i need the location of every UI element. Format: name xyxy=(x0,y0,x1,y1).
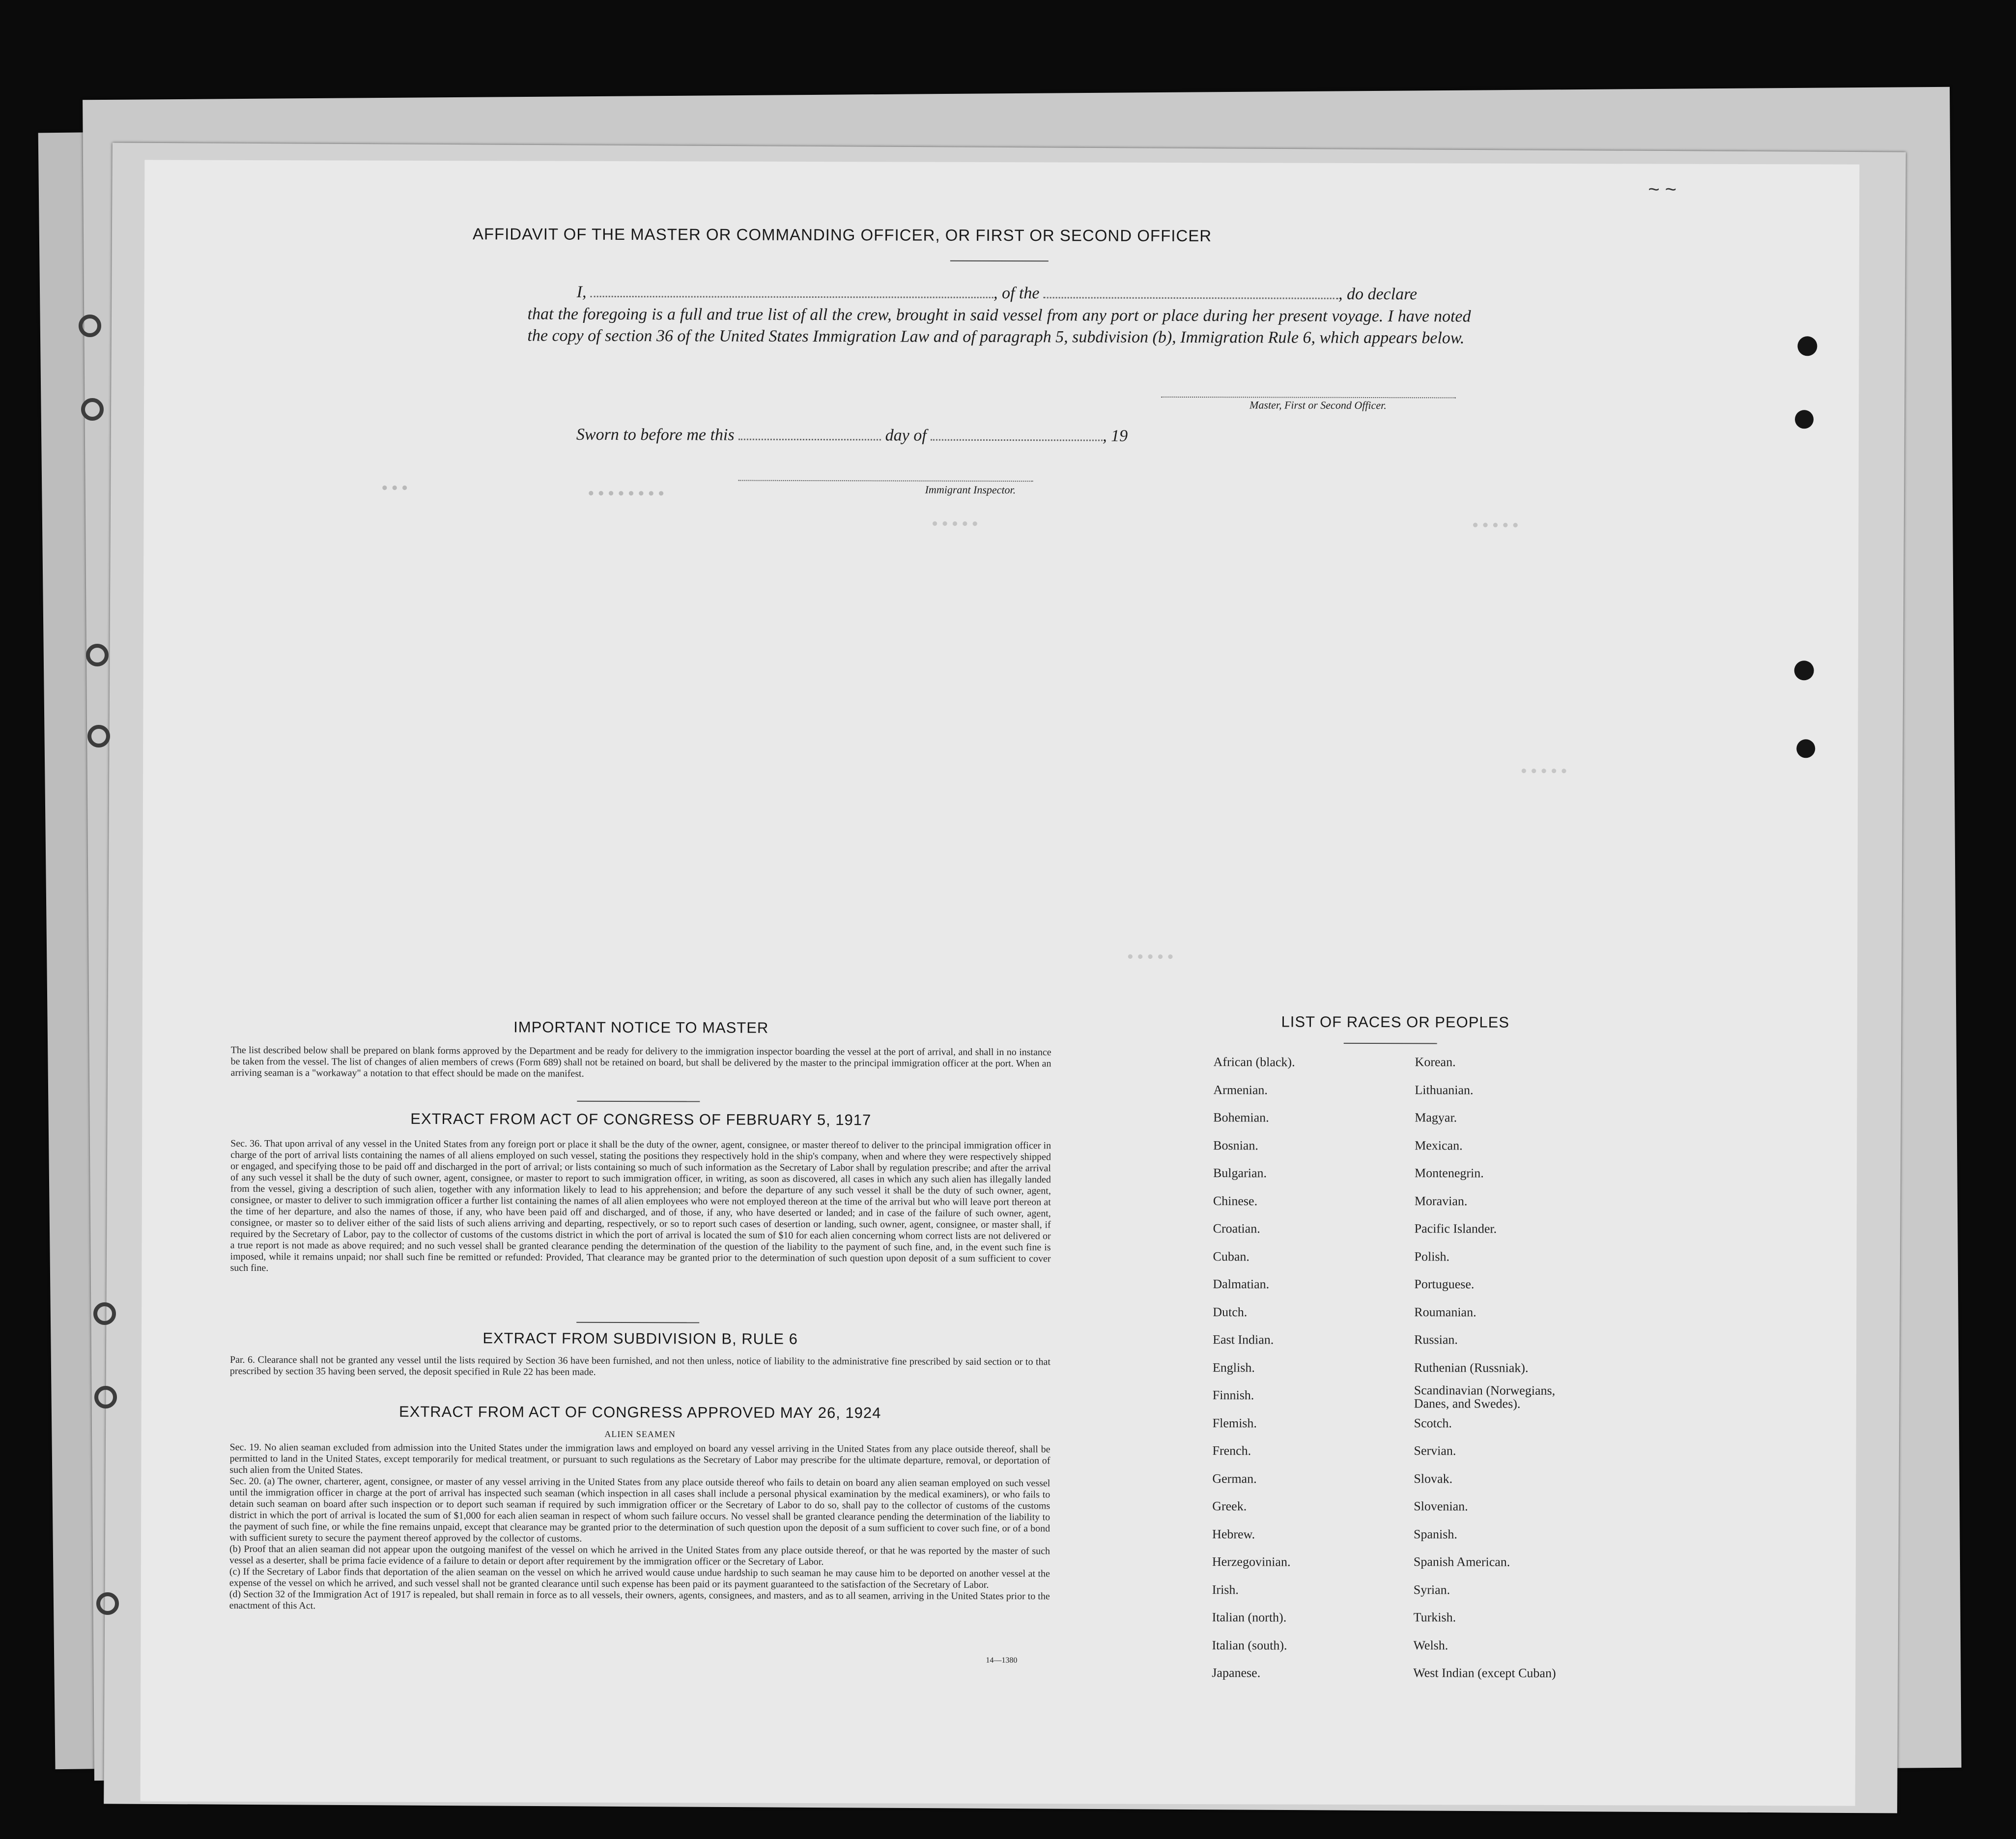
extract-1917-title: EXTRACT FROM ACT OF CONGRESS OF FEBRUARY 5, 1917 xyxy=(410,1110,872,1129)
race-item: Mexican. xyxy=(1415,1138,1463,1152)
race-item: Scandinavian (Norwegians, Danes, and Swedes). xyxy=(1414,1383,1556,1411)
race-item: Bosnian. xyxy=(1213,1138,1258,1152)
race-item: Spanish. xyxy=(1414,1526,1457,1541)
race-item: African (black). xyxy=(1213,1055,1295,1069)
race-item: Croatian. xyxy=(1213,1221,1260,1236)
race-item: Japanese. xyxy=(1212,1666,1261,1680)
inspector-signature-line[interactable] xyxy=(738,480,1033,482)
race-item: Finnish. xyxy=(1212,1388,1254,1403)
form-number: 14—1380 xyxy=(986,1656,1018,1665)
affidavit-title: AFFIDAVIT OF THE MASTER OR COMMANDING OFFICER, OR FIRST OR SECOND OFFICER xyxy=(472,225,1212,245)
race-item: Spanish American. xyxy=(1413,1554,1510,1569)
race-item: Dalmatian. xyxy=(1213,1277,1270,1292)
race-item: Welsh. xyxy=(1413,1638,1448,1652)
sworn-line xyxy=(576,424,1289,448)
race-item: East Indian. xyxy=(1213,1332,1274,1347)
race-item: Portuguese. xyxy=(1414,1277,1475,1292)
race-item: Bohemian. xyxy=(1213,1110,1269,1125)
race-item: Chinese. xyxy=(1213,1193,1258,1208)
extract-1924-body xyxy=(229,1442,1051,1613)
sworn-month-field[interactable] xyxy=(931,439,1103,441)
binder-hole xyxy=(81,398,104,421)
vessel-name-field[interactable] xyxy=(1044,297,1338,299)
race-item: Slovenian. xyxy=(1414,1499,1468,1514)
inspector-label: Immigrant Inspector. xyxy=(925,483,1016,496)
punch-hole xyxy=(1797,336,1817,356)
corner-mark: ~ ~ xyxy=(1648,178,1677,201)
punch-hole xyxy=(1794,661,1814,680)
sworn-day-of: day of xyxy=(885,426,927,445)
affidavit-body: that the foregoing is a full and true list of all the crew, brought in said vessel from any port or place during her present voyage. I have noted the copy of section 36 of the United States Immigration Law and of paragraph 5, subdivision (b), Immigration Rule 6, which appears below. xyxy=(527,305,1471,347)
race-item: Cuban. xyxy=(1213,1249,1249,1264)
binder-hole xyxy=(87,725,110,747)
race-item: Armenian. xyxy=(1213,1082,1268,1097)
sworn-prefix: Sworn to before me this xyxy=(576,425,735,444)
declarant-name-field[interactable] xyxy=(591,296,994,298)
race-item: Moravian. xyxy=(1414,1193,1468,1208)
extract-1924-title: EXTRACT FROM ACT OF CONGRESS APPROVED MAY 26, 1924 xyxy=(398,1403,881,1422)
binder-hole xyxy=(96,1592,119,1615)
race-item: Servian. xyxy=(1414,1443,1456,1458)
race-item: Turkish. xyxy=(1413,1610,1456,1625)
race-item: Scotch. xyxy=(1414,1415,1452,1430)
form-page: ••• •••••••• ••••• ••••• ••••• ••••• ~ ~ AFFIDAVIT OF THE MASTER OR COMMANDING OFFICER, OR FIRST OR SECOND OFFICER I, , of the , do declare that the foregoing is a full and true list of all the crew, brought in said vessel from any port or place during her present voyage. I have noted the copy of section 36 of the United States Immigration Law and of paragraph 5, subdivision (b), Immigration Rule 6, which appears below. Master, First or Second Officer. Sworn to before me this day of , 19 Immigrant Inspector. IMPORTANT NOTICE TO MASTER The list described below shall be prepared on blank forms approved by the Department and be ready for delivery to the immigration inspector boarding the vessel at the port of arrival, and shall in no instance be taken from the vessel. The list of changes of alien members of crews (Form 689) shall not be retained on board, but shall be delivered by the master to the principal immigration officer at the port. When an arriving seaman is a "workaway" a notation to that effect should be made on the manifest. EXTRACT FROM ACT OF CONGRESS OF FEBRUARY 5, 1917 Sec. 36. That upon arrival of any vessel in the United States from any foreign port or place it shall be the duty of the owner, agent, consignee, or master thereof to deliver to the principal immigration officer in charge of the port of arrival lists containing the names of all aliens employed on such vessel, stating the positions they respectively hold in the ship's company, when and where they were respectively shipped or engaged, and specifying those to be paid off and discharged in the port of arrival; or lists containing so much of such information as the Secretary of Labor shall by regulation prescribe; and after the arrival of any such vessel it shall be the duty of such owner, agent, consignee, or master to report to such immigration officer, in writing, as soon as discovered, all cases in which any such alien has illegally landed from the vessel, giving a description of such alien, together with any information likely to lead to his apprehension; and before the departure of any such vessel it shall be the duty of such owner, agent, consignee, or master to deliver to such immigration officer a further list containing the names of all alien employees who were not employed thereon at the time of the arrival but who will leave port thereon at the time of her departure, and also the names of those, if any, who have been paid off and discharged, and of those, if any, who have deserted or landed; and in case of the failure of such owner, agent, consignee, or master so to deliver either of the said lists of such aliens arriving and departing, respectively, or so to report such cases of desertion or landing, such owner, agent, consignee, or master shall, if required by the Secretary of Labor, pay to the collector of customs of the customs district in which the port of arrival is located the sum of $10 for each alien concerning whom correct lists are not delivered or a true report is not made as above required; and no such vessel shall be granted clearance pending the determination of the question of the liability to the payment of such fine, and, in the event such fine is imposed, while it remains unpaid; nor shall such fine be remitted or refunded: Provided, That clearance may be granted prior to the determination of such question upon deposit of a sum sufficient to cover such fine. EXTRACT FROM SUBDIVISION B, RULE 6 Par. 6. Clearance shall not be granted any vessel until the lists required by Section 36 have been furnished, and not then unless, notice of liability to the administrative fine prescribed by said section or to that prescribed by section 35 having been served, the deposit specified in Rule 22 has been made. EXTRACT FROM ACT OF CONGRESS APPROVED MAY 26, 1924 ALIEN SEAMEN Sec. 19. No alien seaman excluded from admission into the United States under the immigration laws and employed on board any vessel arriving in the United States from any place outside thereof, shall be permitted to land in the United States, except temporarily for medical treatment, or pursuant to such regulations as the Secretary of Labor may prescribe for the ultimate departure, removal, or deportation of such alien from the United States. Sec. 20. (a) The owner, charterer, agent, consignee, or master of any vessel arriving in the United States from any place outside thereof who fails to detain on board any alien seaman employed on such vessel until the immigration officer in charge at the port of arrival has inspected such seaman (which inspection in all cases shall include a personal physical examination by the medical examiners), or who fails to detain such seaman on board after such inspection or to deport such seaman if required by such immigration officer or the Secretary of Labor to do so, shall pay to the collector of customs of the customs district in which the port of arrival is located the sum of $1,000 for each alien seaman in respect of whom such failure occurs. No vessel shall be granted clearance pending the determination of the liability to the payment of such fine, or while the fine remains unpaid, except that clearance may be granted prior to the determination of such question upon the deposit of a sum sufficient to cover such fine, or of a bond with sufficient surety to secure the payment thereof approved by the collector of customs. (b) Proof that an alien seaman did not appear upon the outgoing manifest of the vessel on which he arrived in the United States from any place outside thereof, or that he was reported by the master of such vessel as a deserter, shall be prima facie evidence of a failure to detain or deport after requirement by the immigration officer or the Secretary of Labor. (c) If the Secretary of Labor finds that deportation of the alien seaman on the vessel on which he arrived would cause undue hardship to such seaman he may cause him to be deported on another vessel at the expense of the vessel on which he arrived, and such vessel shall not be granted clearance until such expense has been paid or its payment guaranteed to the satisfaction of the Secretary of Labor. (d) Section 32 of the Immigration Act of 1917 is repealed, but shall remain in force as to all vessels, their owners, agents, consignees, and masters, and as to all seamen, arriving in the United States prior to the enactment of this Act. 14—1380 LIST OF RACES OR PEOPLES African (black). Armenian. Bohemian. Bosnian. Bulgarian. Chinese. Croatian. Cuban. Dalmatian. Dutch. East Indian. English. Finnish. Flemish. French. German. Greek. Hebrew. Herzegovinian. Irish. Italian (north). Italian (south). Japanese. Korean. Lithuanian. Magyar. Mexican. Montenegrin. Moravian. Pacific Islander. Polish. Portuguese. Roumanian. Russian. Ruthenian (Russniak). Scandinavian (Norwegians, Danes, and Swedes). Scotch. Servian. Slovak. Slovenian. Spanish. Spanish American. Syrian. Turkish. Welsh. West Indian (except Cuban) xyxy=(141,160,1860,1806)
races-title: LIST OF RACES OR PEOPLES xyxy=(1281,1013,1510,1031)
declaration-line xyxy=(528,281,1491,305)
race-item: Pacific Islander. xyxy=(1414,1221,1497,1236)
race-item: Bulgarian. xyxy=(1213,1166,1267,1180)
extract-1924-sec20d: (d) Section 32 of the Immigration Act of 1917 is repealed, but shall remain in force as to all vessels, their owners, agents, consignees, and masters, and as to all seamen, arriving in the United States prior to the enactment of this Act. xyxy=(229,1588,1050,1611)
extract-rule-title: EXTRACT FROM SUBDIVISION B, RULE 6 xyxy=(483,1329,798,1348)
binder-hole xyxy=(94,1386,117,1408)
race-item: Flemish. xyxy=(1212,1415,1257,1430)
sworn-day-field[interactable] xyxy=(738,439,881,441)
declaration-do-declare: , do declare xyxy=(1338,285,1418,304)
race-item: Herzegovinian. xyxy=(1212,1554,1291,1569)
race-item: Ruthenian (Russniak). xyxy=(1414,1360,1529,1375)
race-item: Greek. xyxy=(1212,1499,1247,1514)
race-item: Dutch. xyxy=(1213,1304,1248,1319)
master-signature-label: Master, First or Second Officer. xyxy=(1249,399,1387,412)
binder-hole xyxy=(79,315,101,337)
race-item: Magyar. xyxy=(1415,1110,1457,1125)
extract-1917-text: Sec. 36. That upon arrival of any vessel in the United States from any foreign port or place it shall be the duty of the owner, agent, consignee, or master thereof to deliver to the principal immigration officer in charge of the port of arrival lists containing the names of all aliens employed on such vessel, stating the positions they respectively hold in the ship's company, when and where they were respectively shipped or engaged, and specifying those to be paid off and discharged in the port of arrival; or lists containing so much of such information as the Secretary of Labor shall by regulation prescribe; and after the arrival of any such vessel it shall be the duty of such owner, agent, consignee, or master to report to such immigration officer, in writing, as soon as discovered, all cases in which any such alien has illegally landed from the vessel, giving a description of such alien, together with any information likely to lead to his apprehension; and before the departure of any such vessel it shall be the duty of such owner, agent, consignee, or master to deliver to such immigration officer a further list containing the names of all alien employees who were not employed thereon at the time of the arrival but who will leave port thereon at the time of her departure, and also the names of those, if any, who have been paid off and discharged, and of those, if any, who have deserted or landed; and in case of the failure of such owner, agent, consignee, or master so to deliver either of the said lists of such aliens arriving and departing, respectively, or so to report such cases of desertion or landing, such owner, agent, consignee, or master shall, if required by the Secretary of Labor, pay to the collector of customs of the customs district in which the port of arrival is located the sum of $10 for each alien concerning whom correct lists are not delivered or a true report is not made as above required; and no such vessel shall be granted clearance pending the determination of the question of the liability to the payment of such fine, and, in the event such fine is imposed, while it remains unpaid; nor shall such fine be remitted or refunded: Provided, That clearance may be granted prior to the determination of such question upon deposit of a sum sufficient to cover such fine. xyxy=(230,1138,1051,1274)
race-item: Irish. xyxy=(1212,1582,1239,1597)
race-item: Montenegrin. xyxy=(1414,1166,1484,1180)
race-item: Polish. xyxy=(1414,1249,1450,1264)
extract-1924-sec20a: Sec. 20. (a) The owner, charterer, agent, consignee, or master of any vessel arriving in the United States from any place outside thereof who fails to detain on board any alien seaman employed on such vessel until the immigration officer in charge at the port of arrival has inspected such seaman (which inspection in all cases shall include a personal physical examination by the medical examiners), or who fails to detain such seaman on board after such inspection or to deport such seaman if required by such immigration officer or the Secretary of Labor to do so, shall pay to the collector of customs of the customs district in which the port of arrival is located the sum of $1,000 for each alien seaman in respect of whom such failure occurs. No vessel shall be granted clearance pending the determination of the liability to the payment of such fine, or while the fine remains unpaid, except that clearance may be granted prior to the determination of such question upon the deposit of a sum sufficient to cover such fine, or of a bond with sufficient surety to secure the payment thereof approved by the collector of customs. xyxy=(229,1475,1051,1544)
declaration-i: I, xyxy=(576,283,587,301)
race-item: Italian (south). xyxy=(1212,1638,1287,1653)
binder-hole xyxy=(86,644,109,666)
extract-1924-sec20c: (c) If the Secretary of Labor finds that deportation of the alien seaman on the vessel on which he arrived would cause undue hardship to such seaman he may cause him to be deported on another vessel at the expense of the vessel on which he arrived, and such vessel shall not be granted clearance until such expense has been paid or its payment guaranteed to the satisfaction of the Secretary of Labor. xyxy=(229,1566,1050,1590)
master-signature-line[interactable] xyxy=(1161,397,1456,399)
race-item: French. xyxy=(1212,1443,1251,1458)
race-item: Slovak. xyxy=(1414,1471,1453,1486)
notice-title: IMPORTANT NOTICE TO MASTER xyxy=(513,1018,769,1036)
race-item: Italian (north). xyxy=(1212,1610,1287,1625)
extract-1924-sec19: Sec. 19. No alien seaman excluded from admission into the United States under the immigration laws and employed on board any vessel arriving in the United States from any place outside thereof, shall be permitted to land in the United States, except temporarily for medical treatment, or pursuant to such regulations as the Secretary of Labor may prescribe for the ultimate departure, removal, or deportation of such alien from the United States. xyxy=(229,1441,1051,1476)
race-item: English. xyxy=(1212,1360,1255,1375)
extract-1924-subtitle: ALIEN SEAMEN xyxy=(604,1429,676,1439)
extract-1924-sec20b: (b) Proof that an alien seaman did not appear upon the outgoing manifest of the vessel on which he arrived in the United States from any place outside thereof, or that he was reported by the master of such vessel as a deserter, shall be prima facie evidence of a failure to detain or deport after requirement by the immigration officer or the Secretary of Labor. xyxy=(229,1543,1051,1568)
race-item: Hebrew. xyxy=(1212,1526,1255,1541)
punch-hole xyxy=(1795,410,1814,429)
race-item: Lithuanian. xyxy=(1415,1082,1474,1097)
race-item: Korean. xyxy=(1415,1055,1456,1069)
punch-hole xyxy=(1796,739,1815,758)
extract-rule-text: Par. 6. Clearance shall not be granted any vessel until the lists required by Section 36 have been furnished, and not then unless, notice of liability to the administrative fine prescribed by said section or to that prescribed by section 35 having been served, the deposit specified in Rule 22 has been made. xyxy=(229,1354,1051,1378)
notice-text: The list described below shall be prepared on blank forms approved by the Department and be ready for delivery to the immigration inspector boarding the vessel at the port of arrival, and shall in no instance be taken from the vessel. The list of changes of alien members of crews (Form 689) shall not be retained on board, but shall be delivered by the master to the principal immigration officer at the port. When an arriving seaman is a "workaway" a notation to that effect should be made on the manifest. xyxy=(230,1044,1051,1079)
race-item: West Indian (except Cuban) xyxy=(1413,1666,1556,1680)
declaration-of-the: , of the xyxy=(993,284,1040,303)
race-item: Syrian. xyxy=(1413,1582,1450,1597)
race-item: German. xyxy=(1212,1471,1257,1486)
race-item: Roumanian. xyxy=(1414,1304,1477,1320)
sworn-year: , 19 xyxy=(1103,427,1128,445)
race-item: Russian. xyxy=(1414,1332,1458,1347)
binder-hole xyxy=(93,1302,116,1325)
